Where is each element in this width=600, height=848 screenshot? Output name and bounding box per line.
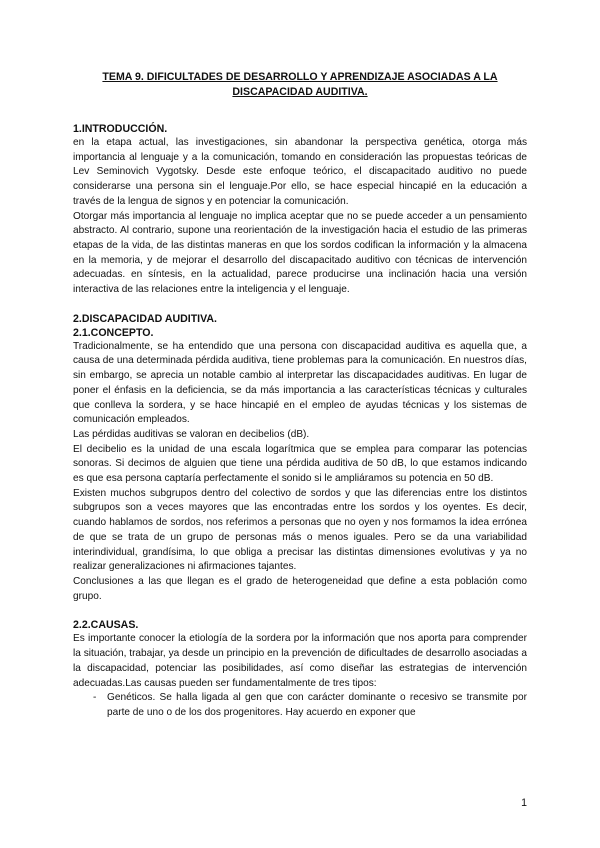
concepto-paragraph-5: Conclusiones a las que llegan es el grado de heterogeneidad que define a esta población como grupo.: [73, 575, 527, 602]
document-title: [73, 70, 527, 100]
concepto-paragraph-3: El decibelio es la unidad de una escala logarítmica que se emplea para comparar las potencias sonoras. Si decimos de alguien que tiene una pérdida auditiva de 50 dB, lo que estamos indicando es que esa persona captaría perfectamente el sonido si le ampliáramos su potencia en 50 dB.: [73, 443, 527, 485]
causas-paragraph-1: Es importante conocer la etiología de la sordera por la información que nos aporta para comprender la situación, trabajar, ya desde un principio en la prevención de dificultades de desarrollo asociadas a la discapacidad, potenciar las posibilidades, así como diseñar las estrategias de intervención adecuadas.Las causas pueden ser fundamentalmente de tres tipos:: [73, 633, 527, 689]
title-line-2: DISCAPACIDAD AUDITIVA.: [232, 86, 368, 98]
concepto-paragraph-4: Existen muchos subgrupos dentro del colectivo de sordos y que las diferencias entre los distintos subgrupos son a veces mayores que las encontradas entre los sordos y los oyentes. Es decir, cuando hablamos de sordos, nos referimos a personas que no oyen y nos formamos la idea errónea de que se trata de un grupo de personas más o menos iguales. Pero se da una variabilidad interindividual, grandísima, lo que obliga a precisar las distintas dimensiones evolutivas y ya no realizar generalizaciones ni afirmaciones tajantes.: [73, 487, 527, 573]
list-item-text: Genéticos. Se halla ligada al gen que con carácter dominante o recesivo se transmite por parte de uno o de los dos progenitores. Hay acuerdo en exponer que: [107, 692, 527, 718]
page-number: 1: [521, 797, 527, 809]
intro-paragraph-2: Otorgar más importancia al lenguaje no implica aceptar que no se puede acceder a un pensamiento abstracto. Al contrario, supone una reorientación de la investigación hacia el estudio de las primeras etapas de la vida, de las distintas maneras en que los sordos codifican la información y la almacena en la memoria, y de mejorar el desarrollo del discapacitado auditivo con técnicas de intervención adecuadas. en síntesis, en la actualidad, parece producirse una inclinación hacia una versión interactiva de las relaciones entre la inteligencia y el lenguaje.: [73, 210, 527, 296]
concepto-paragraph-2: Las pérdidas auditivas se valoran en decibelios (dB).: [73, 428, 310, 440]
concepto-paragraph-1: Tradicionalmente, se ha entendido que una persona con discapacidad auditiva es aquella que, a causa de una determinada pérdida auditiva, tiene problemas para la comunicación. En nuestros días, sin embargo, se aprecia un notable cambio al interpretar las discapacidades auditivas. En lugar de poner el énfasis en la deficiencia, se da más importancia a las características técnicas y culturales que conlleva la sordera, y se hace hincapié en el empleo de ayudas técnicas y los sistemas de comunicación empleados.: [73, 340, 527, 426]
title-line-1: TEMA 9. DIFICULTADES DE DESARROLLO Y APRENDIZAJE ASOCIADAS A LA: [102, 71, 498, 83]
causas-list: [73, 691, 527, 720]
heading-discapacidad-auditiva: 2.DISCAPACIDAD AUDITIVA.: [73, 312, 218, 325]
intro-paragraph-1: en la etapa actual, las investigaciones, sin abandonar la perspectiva genética, otorga más importancia al lenguaje y a la comunicación, tomando en consideración las propuestas teóricas de Lev Seminovich Vygotsky. Desde este enfoque teórico, el discapacitado auditivo no puede considerarse una persona sin el lenguaje.Por ello, se hace especial hincapié en la educación a través de la lengua de signos y en potenciar la comunicación.: [73, 137, 527, 207]
heading-introduccion: 1.INTRODUCCIÓN.: [73, 123, 168, 135]
heading-causas: 2.2.CAUSAS.: [73, 619, 139, 632]
list-dash: -: [93, 692, 97, 704]
list-item: [93, 691, 527, 720]
heading-concepto: 2.1.CONCEPTO.: [73, 326, 154, 339]
